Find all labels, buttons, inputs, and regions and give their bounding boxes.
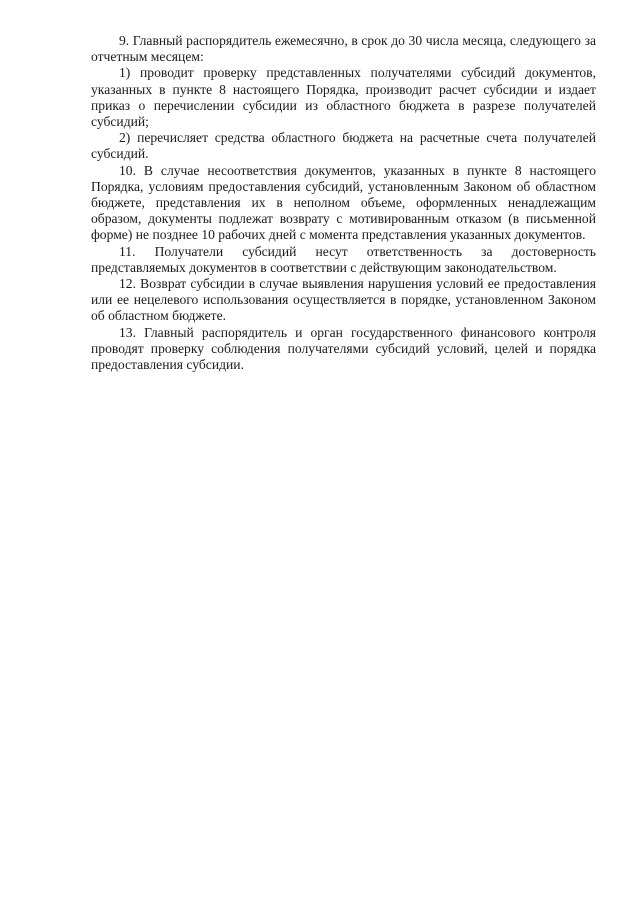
paragraph-item-10: 10. В случае несоответствия документов, указанных в пункте 8 настоящего Порядка, условиям предоставления субсидий, установленным Законом об областном бюджете, представления их в неполном объеме, оформленных ненадлежащим образом, документы подлежат возврату с мотивированным отказом (в письменной форме) не позднее 10 рабочих дней с момента представления указанных документов. <box>91 162 596 243</box>
paragraph-item-12: 12. Возврат субсидии в случае выявления нарушения условий ее предоставления или ее нецелевого использования осуществляется в порядке, установленном Законом об областном бюджете. <box>91 276 596 324</box>
document-body <box>91 33 596 373</box>
paragraph-item-11: 11. Получатели субсидий несут ответственность за достоверность представляемых документов в соответствии с действующим законодательством. <box>91 243 596 275</box>
paragraph-subitem-1: 1) проводит проверку представленных получателями субсидий документов, указанных в пункте 8 настоящего Порядка, производит расчет субсидии и издает приказ о перечислении субсидии из областного бюджета в разрезе получателей субсидий; <box>91 65 596 130</box>
paragraph-item-9: 9. Главный распорядитель ежемесячно, в срок до 30 числа месяца, следующего за отчетным месяцем: <box>91 33 596 65</box>
paragraph-subitem-2: 2) перечисляет средства областного бюджета на расчетные счета получателей субсидий. <box>91 130 596 162</box>
paragraph-item-13: 13. Главный распорядитель и орган государственного финансового контроля проводят проверку соблюдения получателями субсидий условий, целей и порядка предоставления субсидии. <box>91 324 596 373</box>
